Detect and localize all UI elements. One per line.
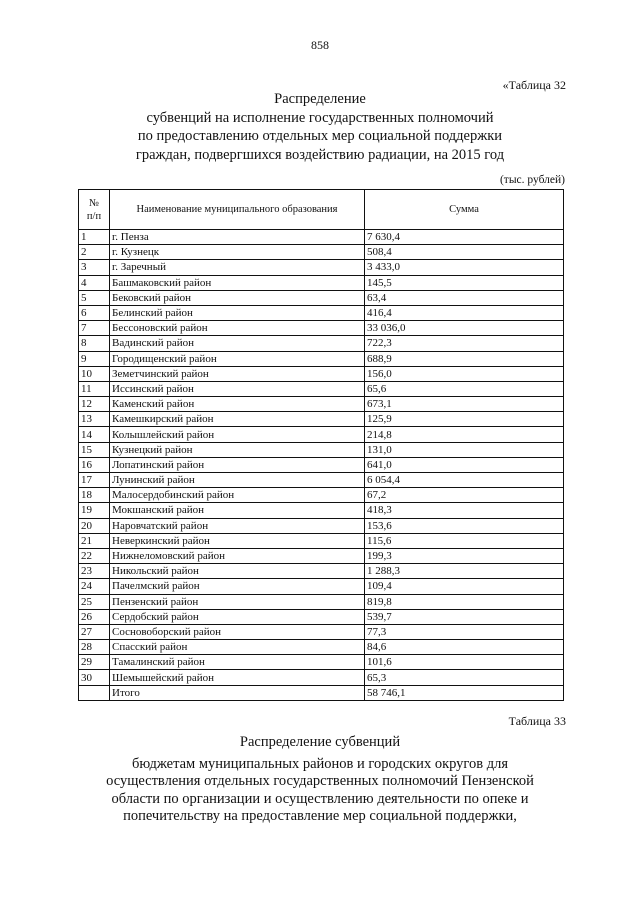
row-sum: 819,8 (365, 594, 564, 609)
row-municipality: Бессоновский район (110, 321, 365, 336)
row-sum: 418,3 (365, 503, 564, 518)
table-33-title-line-1: Распределение субвенций (239, 734, 401, 750)
row-municipality: Нижнеломовский район (110, 548, 365, 563)
row-number: 25 (79, 594, 110, 609)
row-number: 6 (79, 305, 110, 320)
table-33-title-line-5: попечительству на предоставление мер социальной поддержки, (123, 808, 517, 824)
row-number: 4 (79, 275, 110, 290)
table-32-title-line-1: Распределение (274, 91, 366, 107)
row-sum: 63,4 (365, 290, 564, 305)
row-sum: 33 036,0 (365, 321, 564, 336)
row-sum: 125,9 (365, 412, 564, 427)
table-row (79, 488, 564, 503)
row-municipality: Вадинский район (110, 336, 365, 351)
row-sum: 641,0 (365, 457, 564, 472)
row-number: 15 (79, 442, 110, 457)
row-municipality: Сердобский район (110, 609, 365, 624)
row-municipality: Наровчатский район (110, 518, 365, 533)
row-municipality: Каменский район (110, 397, 365, 412)
header-number (79, 190, 110, 230)
row-municipality: Камешкирский район (110, 412, 365, 427)
table-row (79, 305, 564, 320)
row-municipality: Никольский район (110, 564, 365, 579)
row-municipality: Кузнецкий район (110, 442, 365, 457)
table-32-title-line-3: по предоставлению отдельных мер социальной поддержки (137, 128, 503, 144)
row-sum: 101,6 (365, 655, 564, 670)
page-number: 858 (311, 38, 329, 52)
row-number: 24 (79, 579, 110, 594)
row-number: 3 (79, 260, 110, 275)
row-sum: 145,5 (365, 275, 564, 290)
row-municipality: Неверкинский район (110, 533, 365, 548)
row-sum: 688,9 (365, 351, 564, 366)
row-number: 23 (79, 564, 110, 579)
row-municipality: Тамалинский район (110, 655, 365, 670)
row-municipality: Башмаковский район (110, 275, 365, 290)
row-sum: 109,4 (365, 579, 564, 594)
units-note: (тыс. рублей) (499, 174, 565, 186)
row-municipality: Земетчинский район (110, 366, 365, 381)
total-number-cell (79, 685, 110, 700)
table-header-row (79, 190, 564, 230)
table-32-title-line-2: субвенций на исполнение государственных полномочий (146, 110, 494, 126)
table-row (79, 336, 564, 351)
table-row (79, 594, 564, 609)
row-sum: 156,0 (365, 366, 564, 381)
table-body (79, 230, 564, 701)
row-municipality: Иссинский район (110, 381, 365, 396)
table-33-title-line-2: бюджетам муниципальных районов и городских округов для (131, 756, 509, 772)
row-sum: 115,6 (365, 533, 564, 548)
row-sum: 673,1 (365, 397, 564, 412)
total-sum: 58 746,1 (365, 685, 564, 700)
row-sum: 722,3 (365, 336, 564, 351)
table-row (79, 457, 564, 472)
row-number: 1 (79, 230, 110, 245)
table-row (79, 533, 564, 548)
row-sum: 131,0 (365, 442, 564, 457)
row-number: 14 (79, 427, 110, 442)
row-municipality: Лунинский район (110, 473, 365, 488)
row-municipality: Колышлейский район (110, 427, 365, 442)
row-number: 9 (79, 351, 110, 366)
row-sum: 1 288,3 (365, 564, 564, 579)
row-number: 19 (79, 503, 110, 518)
table-row (79, 640, 564, 655)
row-number: 21 (79, 533, 110, 548)
row-municipality: г. Пенза (110, 230, 365, 245)
row-municipality: Пачелмский район (110, 579, 365, 594)
row-sum: 7 630,4 (365, 230, 564, 245)
table-33-title-line-4: области по организации и осуществлению деятельности по опеке и (111, 791, 529, 807)
row-municipality: Бековский район (110, 290, 365, 305)
row-number: 7 (79, 321, 110, 336)
table-row (79, 655, 564, 670)
table-row (79, 442, 564, 457)
row-sum: 508,4 (365, 245, 564, 260)
table-row (79, 351, 564, 366)
row-number: 28 (79, 640, 110, 655)
row-number: 17 (79, 473, 110, 488)
table-row (79, 275, 564, 290)
row-sum: 153,6 (365, 518, 564, 533)
table-row (79, 518, 564, 533)
row-municipality: Пензенский район (110, 594, 365, 609)
row-number: 13 (79, 412, 110, 427)
row-municipality: Шемышейский район (110, 670, 365, 685)
row-sum: 67,2 (365, 488, 564, 503)
total-label: Итого (110, 685, 365, 700)
table-33-title-line-3: осуществления отдельных государственных полномочий Пензенской (106, 773, 534, 789)
row-sum: 416,4 (365, 305, 564, 320)
table-row (79, 503, 564, 518)
table-row (79, 564, 564, 579)
row-municipality: Белинский район (110, 305, 365, 320)
row-sum: 539,7 (365, 609, 564, 624)
table-row (79, 548, 564, 563)
row-sum: 65,6 (365, 381, 564, 396)
total-row (79, 685, 564, 700)
row-number: 18 (79, 488, 110, 503)
row-municipality: Малосердобинский район (110, 488, 365, 503)
table-row (79, 321, 564, 336)
header-sum: Сумма (365, 190, 564, 230)
table-row (79, 245, 564, 260)
table-row (79, 412, 564, 427)
row-number: 29 (79, 655, 110, 670)
row-number: 12 (79, 397, 110, 412)
row-municipality: Городищенский район (110, 351, 365, 366)
row-municipality: Мокшанский район (110, 503, 365, 518)
table-row (79, 624, 564, 639)
row-number: 27 (79, 624, 110, 639)
table-32-title-line-4: граждан, подвергшихся воздействию радиации, на 2015 год (135, 147, 505, 163)
row-number: 2 (79, 245, 110, 260)
row-sum: 65,3 (365, 670, 564, 685)
table-row (79, 427, 564, 442)
header-number-sign: № (88, 197, 100, 209)
row-municipality: г. Кузнецк (110, 245, 365, 260)
table-row (79, 609, 564, 624)
row-municipality: Сосновоборский район (110, 624, 365, 639)
subventions-table (78, 189, 564, 701)
table-row (79, 381, 564, 396)
row-number: 26 (79, 609, 110, 624)
table-row (79, 397, 564, 412)
row-sum: 199,3 (365, 548, 564, 563)
row-number: 8 (79, 336, 110, 351)
table-row (79, 473, 564, 488)
row-number: 11 (79, 381, 110, 396)
row-number: 30 (79, 670, 110, 685)
row-municipality: г. Заречный (110, 260, 365, 275)
table-row (79, 290, 564, 305)
table-row (79, 670, 564, 685)
row-sum: 77,3 (365, 624, 564, 639)
table-32-reference: «Таблица 32 (502, 78, 566, 92)
row-number: 5 (79, 290, 110, 305)
table-row (79, 260, 564, 275)
row-sum: 6 054,4 (365, 473, 564, 488)
row-sum: 3 433,0 (365, 260, 564, 275)
row-number: 16 (79, 457, 110, 472)
header-number-abbr: п/п (86, 210, 102, 222)
row-number: 20 (79, 518, 110, 533)
table-row (79, 366, 564, 381)
row-number: 10 (79, 366, 110, 381)
table-row (79, 579, 564, 594)
header-municipality-name: Наименование муниципального образования (110, 190, 365, 230)
row-sum: 214,8 (365, 427, 564, 442)
table-33-reference: Таблица 33 (508, 714, 566, 728)
row-municipality: Спасский район (110, 640, 365, 655)
row-municipality: Лопатинский район (110, 457, 365, 472)
row-sum: 84,6 (365, 640, 564, 655)
row-number: 22 (79, 548, 110, 563)
table-row (79, 230, 564, 245)
